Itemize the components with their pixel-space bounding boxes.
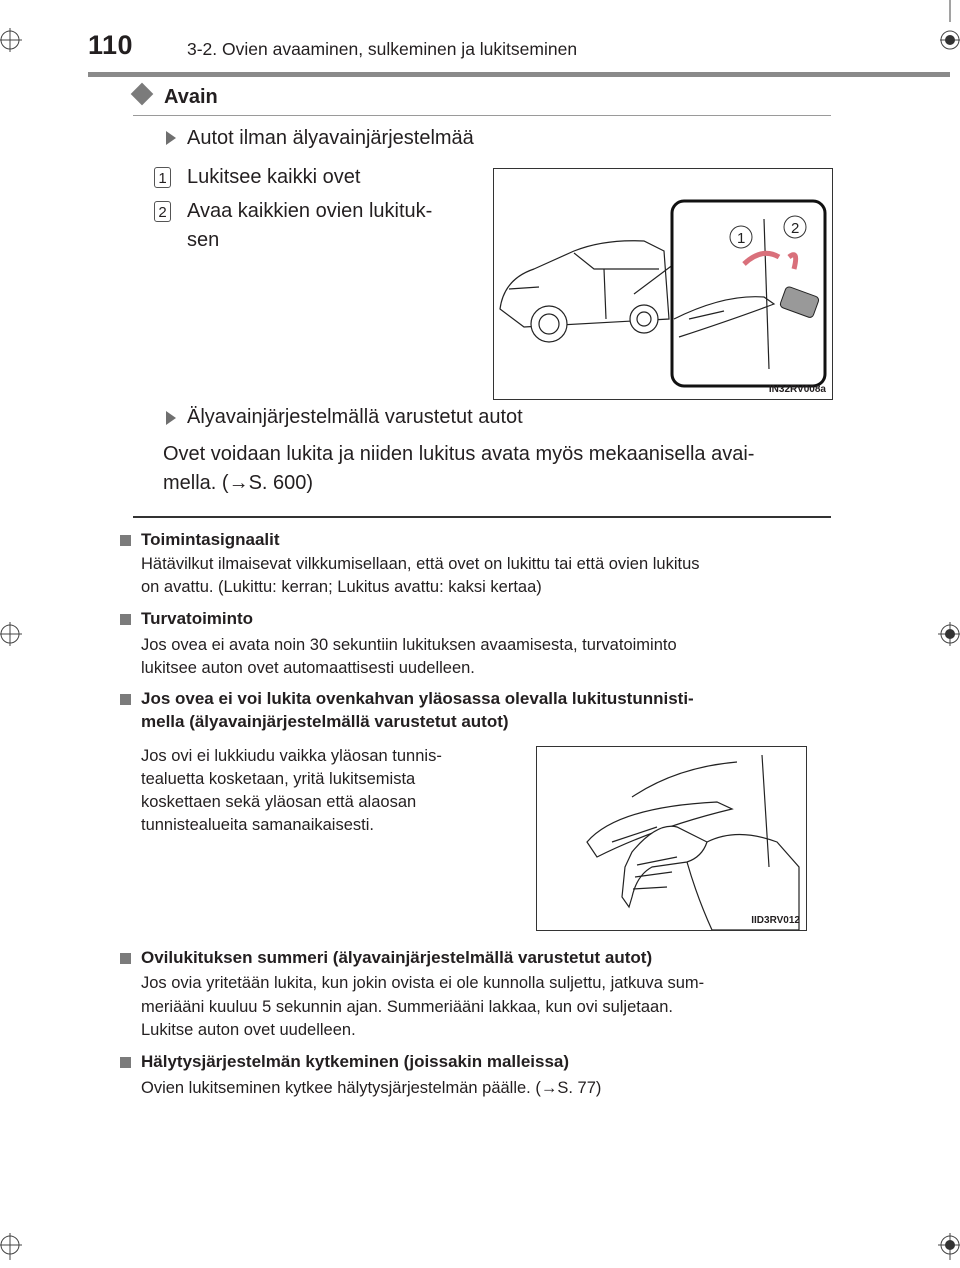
note-title: Toimintasignaalit: [141, 530, 280, 549]
figure-car-key: [493, 168, 833, 400]
square-bullet-icon: [120, 535, 131, 546]
subsection-title: Autot ilman älyavainjärjestelmää: [187, 127, 474, 149]
note-title: Jos ovea ei voi lukita ovenkahvan yläosassa olevalla lukitustunnisti-: [141, 689, 694, 708]
note-title: Turvatoiminto: [141, 609, 254, 628]
note-text: on avattu. (Lukittu: kerran; Lukitus avattu: kaksi kertaa): [141, 578, 542, 596]
page-number: 110: [88, 30, 134, 60]
note-text: koskettaen sekä yläosan että alaosan: [141, 793, 417, 811]
header-title: 3-2. Ovien avaaminen, sulkeminen ja lukitseminen: [187, 39, 578, 59]
note-text: Jos ovia yritetään lukita, kun jokin ovista ei ole kunnolla suljettu, jatkuva sum-: [141, 974, 705, 992]
step-text-continued: sen: [187, 229, 220, 251]
car-key-illustration: [494, 169, 832, 399]
note-text: Jos ovea ei avata noin 30 sekuntiin lukituksen avaamisesta, turvatoiminto: [141, 636, 677, 654]
square-bullet-icon: [120, 694, 131, 705]
step-text: Avaa kaikkien ovien lukituk-: [187, 200, 433, 222]
step-text: Lukitsee kaikki ovet: [187, 166, 361, 188]
note-text: meriääni kuuluu 5 sekunnin ajan. Summeriääni lakkaa, kun ovi suljetaan.: [141, 998, 673, 1016]
svg-text:1: 1: [737, 230, 746, 247]
square-bullet-icon: [120, 953, 131, 964]
section-divider: [133, 115, 831, 116]
note-text: tunnistealueita samanaikaisesti.: [141, 816, 374, 834]
paragraph-line: mella. (→S. 600): [163, 472, 314, 494]
section-title: Avain: [164, 86, 218, 108]
square-bullet-icon: [120, 614, 131, 625]
arrow-bullet-icon: [166, 411, 176, 425]
figure-door-handle: [536, 746, 807, 931]
note-text: lukitsee auton ovet automaattisesti uudelleen.: [141, 659, 475, 677]
note-text: tealuetta kosketaan, yritä lukitsemista: [141, 770, 416, 788]
svg-text:2: 2: [791, 220, 800, 237]
subsection-title: Älyavainjärjestelmällä varustetut autot: [187, 406, 523, 428]
notes-divider: [133, 516, 831, 518]
note-title: Ovilukituksen summeri (älyavainjärjestelmällä varustetut autot): [141, 948, 653, 967]
note-text: Ovien lukitseminen kytkee hälytysjärjestelmän päälle. (→S. 77): [141, 1079, 602, 1097]
step-number: 1: [154, 167, 171, 188]
figure-label: IID3RV012: [751, 915, 800, 926]
note-title: Hälytysjärjestelmän kytkeminen (joissakin malleissa): [141, 1052, 570, 1071]
figure-label: IN32RV008a: [768, 384, 826, 395]
note-text: Hätävilkut ilmaisevat vilkkumisellaan, että ovet on lukittu tai että ovien lukitus: [141, 555, 700, 573]
square-bullet-icon: [120, 1057, 131, 1068]
arrow-bullet-icon: [166, 131, 176, 145]
note-text: Jos ovi ei lukkiudu vaikka yläosan tunnis-: [141, 747, 442, 765]
header-rule: [88, 72, 950, 77]
door-handle-illustration: [537, 747, 806, 930]
note-title-continued: mella (älyavainjärjestelmällä varustetut autot): [141, 712, 509, 731]
step-number: 2: [154, 201, 171, 222]
note-text: Lukitse auton ovet uudelleen.: [141, 1021, 356, 1039]
paragraph-line: Ovet voidaan lukita ja niiden lukitus avata myös mekaanisella avai-: [163, 443, 755, 465]
